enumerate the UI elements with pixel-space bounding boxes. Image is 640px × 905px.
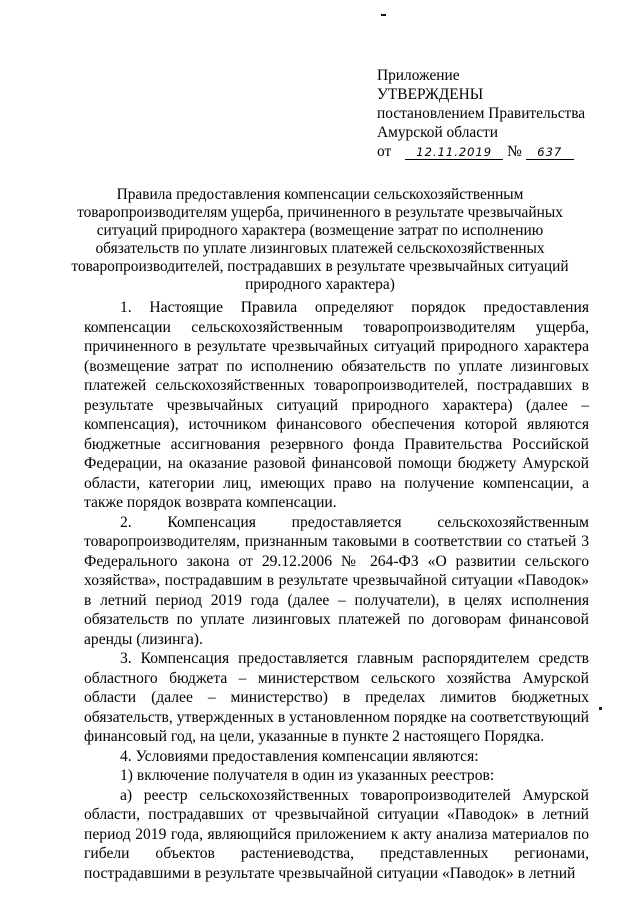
paragraph-4-1-a: а) реестр сельскохозяйственных товаропроизводителей Амурской области, пострадавших от чрезвычайной ситуации «Паводок» в летний период 2019 года, являющийся приложением к акту анализа материалов по гибели объектов растениеводства, представленных регионами, пострадавшими в результате чрезвычайной ситуации «Паводок» в летний <box>84 786 589 882</box>
resolution-label: постановлением Правительства <box>377 105 586 122</box>
paragraph-1: 1. Настоящие Правила определяют порядок предоставления компенсации сельскохозяйственным товаропроизводителям ущерба, причиненного в результате чрезвычайных ситуаций природного характера (возмещение затрат по исполнению обязательств по уплате лизинговых платежей сельскохозяйственных товаропроизводителей, пострадавших в результате чрезвычайных ситуаций природного характера) (далее – компенсация), источником финансового обеспечения которой являются бюджетные ассигнования резервного фонда Правительства Российской Федерации, на оказание разовой финансовой помощи бюджету Амурской области, категории лиц, имеющих право на получение компенсации, а также порядок возврата компенсации. <box>84 299 589 511</box>
from-label: от <box>377 143 392 160</box>
paragraph-4: 4. Условиями предоставления компенсации являются: <box>120 747 479 765</box>
paragraph-2: 2. Компенсация предоставляется сельскохозяйственным товаропроизводителям, признанным таковыми в соответствии со статьей 3 Федерального закона от 29.12.2006 № 264-ФЗ «О развитии сельского хозяйства», пострадавшим в результате чрезвычайной ситуации «Паводок» в летний период 2019 года (далее – получатели), в целях исполнения обязательств по уплате лизинговых платежей по договорам финансовой аренды (лизинга). <box>84 513 589 648</box>
region-label: Амурской области <box>377 124 498 141</box>
approved-label: УТВЕРЖДЕНЫ <box>377 86 484 103</box>
approval-date: 12.11.2019 <box>405 145 503 160</box>
document-title: Правила предоставления компенсации сельскохозяйственным товаропроизводителям ущерба, причиненного в результате чрезвычайных ситуаций природного характера (возмещение затрат по исполнению обязательств по уплате лизинговых платежей сельскохозяйственных товаропроизводителей, пострадавших в результате чрезвычайных ситуаций природного характера) <box>71 186 569 293</box>
approval-number: 637 <box>526 145 574 160</box>
scan-mark-side <box>599 707 602 710</box>
number-label: № <box>507 143 522 160</box>
approval-block <box>377 66 585 161</box>
document-body <box>84 298 589 883</box>
paragraph-4-1: 1) включение получателя в один из указанных реестров: <box>120 767 495 784</box>
date-number-line <box>377 142 585 161</box>
scan-mark <box>381 14 386 16</box>
appendix-label: Приложение <box>377 67 460 84</box>
paragraph-3: 3. Компенсация предоставляется главным распорядителем средств областного бюджета – министерством сельского хозяйства Амурской области (далее – министерство) в пределах лимитов бюджетных обязательств, утвержденных в установленном порядке на соответствующий финансовый год, на цели, указанные в пункте 2 настоящего Порядка. <box>84 650 589 745</box>
